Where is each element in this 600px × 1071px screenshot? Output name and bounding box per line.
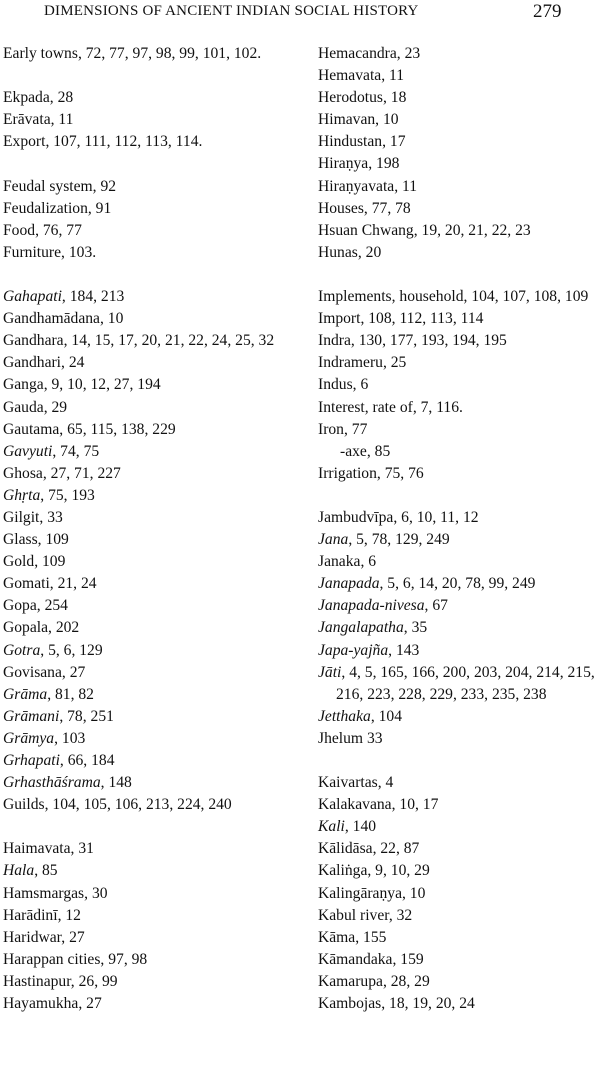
section-gap [3, 65, 303, 87]
page-references: , 78, 251 [59, 707, 114, 725]
index-entry [3, 308, 303, 330]
index-term: Grhasthāśrama [3, 774, 101, 792]
index-term: Jāti [318, 663, 342, 681]
index-entry [3, 750, 303, 772]
index-term: Feudalization [3, 199, 88, 217]
index-term: Gopa [3, 597, 37, 615]
page-references: , 97, 98 [100, 950, 148, 968]
page-references: , 109 [37, 531, 69, 549]
index-term: Iron [318, 420, 344, 438]
page-references: , 92 [92, 177, 117, 195]
index-entry [3, 595, 303, 617]
index-term: Hiraṇyavata [318, 177, 395, 195]
index-entry [318, 330, 600, 352]
page-references: , 130, 177, 193, 194, 195 [350, 332, 507, 350]
section-gap [318, 750, 600, 772]
index-entry [3, 529, 303, 551]
page-references: , 159 [392, 950, 424, 968]
index-term: Implements, household [318, 288, 464, 306]
index-term: Early towns [3, 45, 78, 62]
page-references: , 14, 15, 17, 20, 21, 22, 24, 25, 32 [63, 332, 275, 350]
index-entry [318, 352, 600, 374]
index-entry [3, 286, 303, 308]
index-entry [318, 242, 600, 264]
page-references: , 33 [39, 508, 63, 526]
index-entry [3, 397, 303, 419]
page-references: , 140 [344, 818, 377, 836]
page-references: , 20 [357, 243, 382, 261]
page-references: , 28, 29 [382, 972, 430, 990]
index-entry [318, 595, 600, 617]
page-number: 279 [533, 1, 562, 22]
index-entry [318, 706, 600, 728]
page-references: , 11 [50, 111, 74, 129]
index-term: Furniture [3, 243, 62, 261]
index-entry [318, 463, 600, 485]
index-term: Kalakavana [318, 796, 392, 814]
index-entry [3, 176, 303, 198]
index-term: -axe [340, 442, 367, 460]
page-references: , 5, 6, 129 [40, 641, 103, 659]
index-entry [3, 640, 303, 662]
section-gap [3, 264, 303, 286]
page-references: , 27 [78, 995, 102, 1013]
index-entry [3, 109, 303, 131]
index-term: Japa-yajña [318, 641, 389, 659]
index-term: Ghṛta [3, 486, 41, 504]
index-entry [3, 949, 303, 971]
index-entry [318, 131, 600, 153]
page-references: , 27 [61, 928, 85, 946]
index-term: Gandhara [3, 332, 64, 350]
page-references: , 10 [99, 310, 124, 328]
page-references: , 10 [375, 111, 399, 129]
page-references: , 104, 107, 108, 109 [463, 288, 589, 306]
index-term: Janapada [318, 575, 380, 593]
page-references: , 184, 213 [61, 288, 125, 306]
index-column-right [318, 43, 600, 1015]
index-term: Indus [318, 376, 353, 394]
page-references: , 202 [48, 619, 80, 637]
page-references: , 21, 24 [49, 575, 97, 593]
index-term: Hastinapur [3, 972, 71, 990]
index-term: Hindustan [318, 133, 383, 151]
index-term: Hayamukha [3, 995, 79, 1013]
page-references: , 10, 17 [391, 796, 439, 814]
index-entry [3, 507, 303, 529]
index-term: Gilgit [3, 508, 40, 526]
index-term: Feudal system [3, 177, 93, 195]
page-references: , 18, 19, 20, 24 [381, 995, 475, 1013]
index-entry [318, 573, 600, 595]
index-subentry [318, 441, 600, 463]
page-references: , 107, 111, 112, 113, 114. [45, 133, 203, 151]
page-references: , 104, 105, 106, 213, 224, 240 [44, 796, 232, 814]
index-entry [318, 728, 600, 750]
index-term: Hemacandra [318, 45, 397, 62]
page-references: , 32 [388, 906, 413, 924]
index-term: Haridwar [3, 928, 62, 946]
page-references: , 35 [403, 619, 428, 637]
index-entry [3, 883, 303, 905]
page-references: , 31 [70, 840, 94, 858]
page-references: , 11 [381, 67, 405, 85]
index-entry [318, 949, 600, 971]
page-references: , 7, 116. [412, 398, 463, 416]
index-entry [3, 463, 303, 485]
page-references: , 6, 10, 11, 12 [393, 508, 479, 526]
index-entry [318, 397, 600, 419]
page-references: , 75, 193 [40, 486, 95, 504]
index-entry [318, 507, 600, 529]
index-term: Import [318, 310, 361, 328]
page-references: , 254 [36, 597, 68, 615]
index-term: Gauda [3, 398, 44, 416]
page-references: , 9, 10, 29 [367, 862, 430, 880]
index-term: Hunas [318, 243, 358, 261]
index-term: Kāma [318, 928, 356, 946]
index-term: Herodotus [318, 89, 383, 107]
page-references: , 11 [394, 177, 418, 195]
index-entry [318, 794, 600, 816]
page-references: , 5, 6, 14, 20, 78, 99, 249 [379, 575, 536, 593]
index-entry [3, 617, 303, 639]
index-entry [318, 617, 600, 639]
index-term: Kāmandaka [318, 950, 393, 968]
page-references: , 198 [368, 155, 400, 173]
index-term: Hamsmargas [3, 884, 85, 902]
index-term: Ghosa [3, 464, 43, 482]
index-term: Govisana [3, 663, 62, 681]
page-references: , 65, 115, 138, 229 [59, 420, 176, 438]
page-references: , 10 [402, 884, 426, 902]
page-references: , 19, 20, 21, 22, 23 [413, 221, 531, 239]
index-term: Interest, rate of [318, 398, 413, 416]
index-term: Grhapati [3, 752, 60, 769]
index-entry [318, 419, 600, 441]
page-header [0, 0, 600, 30]
index-term: Kālidāsa [318, 840, 373, 858]
index-entry [318, 198, 600, 220]
page-references: , 67 [424, 597, 448, 615]
page-references: , 24 [61, 354, 85, 372]
page-references: , 26, 99 [70, 972, 118, 990]
index-entry [3, 441, 303, 463]
running-head: DIMENSIONS OF ANCIENT INDIAN SOCIAL HISTORY [44, 3, 419, 19]
index-term: Hemavata [318, 67, 382, 85]
index-term: Harādinī [3, 906, 58, 924]
index-entry [318, 640, 600, 662]
index-term: Guilds [3, 796, 45, 814]
index-term: Gavyuti [3, 442, 53, 460]
index-term: Houses [318, 199, 364, 217]
index-entry [318, 43, 600, 65]
index-entry [3, 551, 303, 573]
section-gap [318, 264, 600, 286]
page-references: , 25 [382, 354, 407, 372]
page-references: , 103 [54, 729, 86, 747]
index-term: Indrameru [318, 354, 383, 372]
index-entry [318, 860, 600, 882]
page-references: , 91 [87, 199, 112, 217]
page-references: , 4, 5, 165, 166, 200, 203, 204, 214, 215, 216, 223, 228, 229, 233, 235, 238 [336, 663, 595, 703]
index-entry [318, 816, 600, 838]
index-entry [318, 772, 600, 794]
page-references: , 28 [49, 89, 74, 107]
index-entry [3, 993, 303, 1015]
index-entry [3, 772, 303, 794]
index-entry [3, 419, 303, 441]
page-references: , 18 [382, 89, 407, 107]
section-gap [318, 485, 600, 507]
index-term: Jangalapatha [318, 619, 404, 637]
page-references: 33 [363, 729, 383, 747]
index-term: Hsuan Chwang [318, 221, 414, 239]
index-entry [3, 374, 303, 396]
index-entry [3, 971, 303, 993]
page-references: , 12 [57, 906, 81, 924]
index-term: Gahapati [3, 288, 62, 306]
index-entry [318, 308, 600, 330]
index-term: Kaliṅga [318, 862, 368, 880]
index-term: Gotra [3, 641, 41, 659]
page-references: , 77 [343, 420, 368, 438]
index-entry [3, 860, 303, 882]
page-references: , 104 [370, 707, 403, 725]
index-entry [318, 286, 600, 308]
index-term: Kali [318, 818, 345, 836]
index-entry [318, 551, 600, 573]
index-entry [3, 905, 303, 927]
index-term: Gandhari [3, 354, 62, 372]
index-term: Export [3, 133, 46, 151]
index-term: Janapada-nivesa [318, 597, 425, 615]
page-references: , 17 [382, 133, 406, 151]
index-term: Kaivartas [318, 774, 378, 792]
index-term: Ganga [3, 376, 44, 394]
index-entry [318, 905, 600, 927]
index-term: Gandhamādana [3, 310, 100, 328]
index-entry [318, 971, 600, 993]
index-entry [3, 131, 303, 153]
index-entry [3, 87, 303, 109]
page-references: , 81, 82 [47, 685, 94, 703]
page-references: , 27 [61, 663, 86, 681]
page-references: , 30 [84, 884, 108, 902]
index-entry [3, 485, 303, 507]
index-term: Gopala [3, 619, 49, 637]
index-entry [318, 109, 600, 131]
index-entry [318, 883, 600, 905]
page-references: , 109 [34, 553, 66, 571]
index-term: Grāmya [3, 729, 55, 747]
index-term: Erāvata [3, 111, 51, 129]
page-references: , 5, 78, 129, 249 [348, 531, 450, 549]
index-entry [318, 993, 600, 1015]
page-references: , 85 [366, 442, 391, 460]
page-references: , 6 [352, 376, 369, 394]
index-entry [3, 198, 303, 220]
index-term: Gautama [3, 420, 60, 438]
page-references: , 143 [388, 641, 420, 659]
index-term: Jambudvīpa [318, 508, 394, 526]
index-term: Jhelum [318, 729, 364, 747]
page-references: , 6 [360, 553, 377, 571]
page-references: , 75, 76 [376, 464, 424, 482]
index-term: Himavan [318, 111, 376, 129]
index-term: Kabul river [318, 906, 389, 924]
page-references: , 103. [61, 243, 97, 261]
page-references: , 77, 78 [363, 199, 411, 217]
index-term: Grāmani [3, 707, 60, 725]
page-references: , 155 [355, 928, 387, 946]
index-entry [3, 573, 303, 595]
page-references: , 22, 87 [372, 840, 420, 858]
index-entry [3, 927, 303, 949]
index-term: Kalingāraṇya [318, 884, 402, 902]
index-entry [318, 65, 600, 87]
index-entry [3, 706, 303, 728]
page-references: , 148 [100, 774, 132, 792]
index-term: Ekpada [3, 89, 50, 107]
index-entry [3, 728, 303, 750]
index-term: Jetthaka [318, 707, 371, 725]
index-entry [3, 838, 303, 860]
index-term: Hiraṇya [318, 155, 369, 173]
page-references: , 4 [377, 774, 394, 792]
page-references: , 9, 10, 12, 27, 194 [43, 376, 161, 394]
index-entry [3, 662, 303, 684]
index-entry [3, 242, 303, 264]
section-gap [3, 816, 303, 838]
index-term: Jana [318, 531, 349, 549]
index-term: Janaka [318, 553, 361, 571]
page-references: , 23 [396, 45, 421, 62]
index-entry [3, 43, 303, 65]
index-entry [318, 176, 600, 198]
index-term: Hala [3, 862, 35, 880]
index-entry [3, 220, 303, 242]
page-references: , 29 [43, 398, 68, 416]
index-term: Harappan cities [3, 950, 101, 968]
index-entry [3, 794, 303, 816]
page-references: , 108, 112, 113, 114 [360, 310, 484, 328]
index-entry [318, 662, 600, 706]
index-entry [318, 838, 600, 860]
index-term: Irrigation [318, 464, 377, 482]
index-entry [318, 374, 600, 396]
index-term: Haimavata [3, 840, 71, 858]
index-entry [3, 352, 303, 374]
index-entry [3, 330, 303, 352]
page-references: , 85 [34, 862, 58, 880]
index-term: Indra [318, 332, 351, 350]
index-term: Gomati [3, 575, 50, 593]
index-entry [318, 153, 600, 175]
index-entry [318, 220, 600, 242]
index-term: Kambojas [318, 995, 382, 1013]
index-term: Food [3, 221, 36, 239]
index-entry [318, 927, 600, 949]
index-column-left [3, 43, 303, 1015]
page-references: , 76, 77 [35, 221, 82, 239]
index-term: Glass [3, 531, 38, 549]
index-term: Gold [3, 553, 35, 571]
index-entry [318, 87, 600, 109]
index-entry [3, 684, 303, 706]
page-references: , 72, 77, 97, 98, 99, 101, 102. [77, 45, 262, 62]
page-references: , 66, 184 [59, 752, 115, 769]
index-term: Grāma [3, 685, 48, 703]
index-entry [318, 529, 600, 551]
page-references: , 74, 75 [52, 442, 100, 460]
page-references: , 27, 71, 227 [42, 464, 121, 482]
index-term: Kamarupa [318, 972, 383, 990]
section-gap [3, 153, 303, 175]
